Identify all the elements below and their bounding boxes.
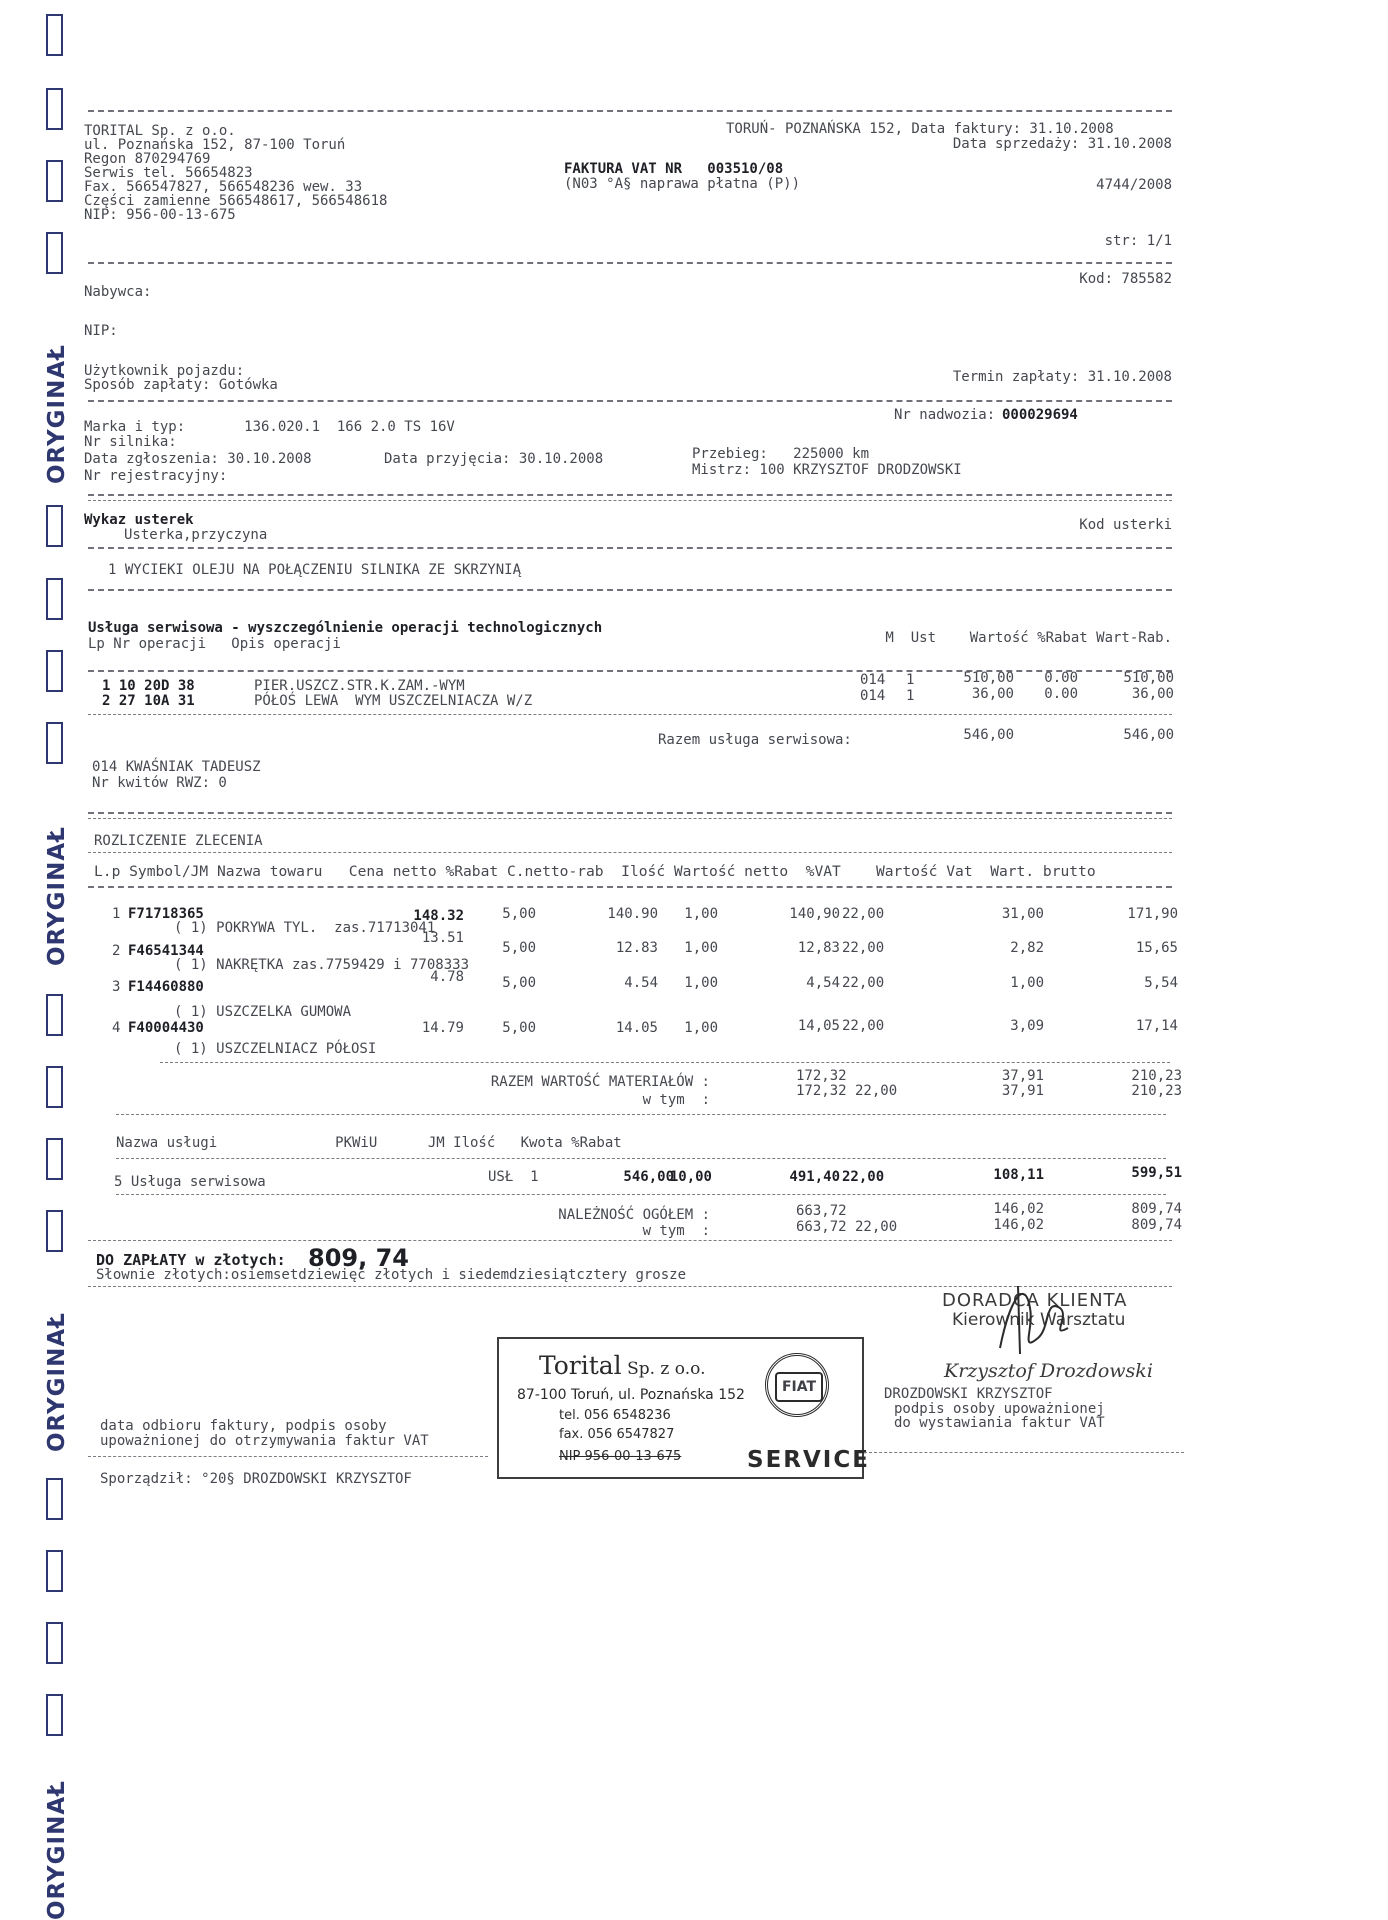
authorized-signature-1: podpis osoby upoważnionej — [894, 1401, 1105, 1417]
service-net: 491,40 — [789, 1169, 840, 1185]
service-value-after-discount: 36,00 — [1131, 686, 1174, 702]
amount-due-label: DO ZAPŁATY w złotych: — [96, 1251, 286, 1269]
item-vat-value: 3,09 — [1010, 1018, 1044, 1034]
total-due-vat: 146,02 — [993, 1201, 1044, 1217]
fiat-logo-icon — [765, 1353, 829, 1417]
divider — [116, 1114, 1166, 1115]
divider — [88, 1456, 488, 1457]
item-price: 148.32 — [413, 908, 464, 924]
service-name: 5 Usługa serwisowa — [114, 1174, 266, 1190]
master: Mistrz: 100 KRZYSZTOF DRODZOWSKI — [692, 462, 962, 478]
service-jm-qty: USŁ 1 — [488, 1169, 539, 1185]
vehicle-user: Użytkownik pojazdu: — [84, 363, 245, 379]
service-op-desc: PÓŁOŚ LEWA WYM USZCZELNIACZA W/Z — [254, 693, 533, 709]
workshop-manager-title: Kierownik Warsztatu — [952, 1310, 1126, 1330]
divider — [88, 812, 1172, 814]
authorized-signature-2: do wystawiania faktur VAT — [894, 1415, 1105, 1431]
intake-date: Data przyjęcia: 30.10.2008 — [384, 451, 604, 467]
materials-total-label: RAZEM WARTOŚĆ MATERIAŁÓW : — [490, 1074, 710, 1090]
payment-method: Sposób zapłaty: Gotówka — [84, 377, 278, 393]
registration-number: Nr rejestracyjny: — [84, 468, 228, 484]
receipt-signature-2: upoważnionej do otrzymywania faktur VAT — [100, 1433, 429, 1449]
original-label: ORYGINAŁ — [44, 826, 70, 966]
rwz-receipts: Nr kwitów RWZ: 0 — [92, 775, 227, 791]
item-symbol: F14460880 — [128, 979, 204, 995]
item-vat-rate: 22,00 — [842, 906, 885, 922]
vin-value: 000029694 — [1002, 407, 1078, 423]
border-square — [46, 994, 63, 1036]
service-total-after-discount: 546,00 — [1123, 727, 1174, 743]
item-discount: 5,00 — [502, 975, 536, 991]
item-gross: 17,14 — [1135, 1018, 1178, 1034]
item-discount: 5,00 — [502, 940, 536, 956]
buyer-nip: NIP: — [84, 323, 118, 339]
border-square — [46, 1138, 63, 1180]
service-discount: 0.00 — [1044, 670, 1078, 686]
item-gross: 171,90 — [1127, 906, 1178, 922]
border-square — [46, 1478, 63, 1520]
seller-address: ul. Poznańska 152, 87-100 Toruń — [84, 137, 346, 153]
settlement-title: ROZLICZENIE ZLECENIA — [94, 833, 263, 849]
divider — [88, 714, 1172, 715]
service-gross: 599,51 — [1131, 1165, 1182, 1181]
item-gross: 5,54 — [1144, 975, 1178, 991]
divider — [88, 500, 1172, 501]
stamp-name: Torital — [539, 1351, 622, 1380]
border-square — [46, 650, 63, 692]
item-vat-value: 1,00 — [1010, 975, 1044, 991]
item-symbol: F46541344 — [128, 943, 204, 959]
service-vat-value: 108,11 — [993, 1167, 1044, 1183]
invoice-title: FAKTURA VAT NR 003510/08 — [564, 161, 784, 177]
item-lp: 4 — [112, 1020, 121, 1036]
stamp-fax: fax. 056 6547827 — [559, 1427, 675, 1442]
company-stamp — [497, 1337, 870, 1479]
service-rabat: 10,00 — [669, 1169, 712, 1185]
item-net-after-discount: 14.05 — [615, 1020, 658, 1036]
item-net-after-discount: 12.83 — [615, 940, 658, 956]
item-qty: 1,00 — [684, 1020, 718, 1036]
divider — [88, 547, 1172, 549]
item-net-value: 14,05 — [797, 1018, 840, 1034]
item-desc: ( 1) POKRYWA TYL. zas.71713041 — [174, 920, 436, 936]
stamp-tel: tel. 056 6548236 — [559, 1408, 671, 1423]
item-desc: ( 1) NAKRĘTKA zas.7759429 i 7708333 — [174, 957, 470, 973]
item-lp: 1 — [112, 906, 121, 922]
defects-subtitle: Usterka,przyczyna — [124, 527, 268, 543]
item-vat-rate: 22,00 — [842, 940, 885, 956]
vehicle-make: Marka i typ: 136.020.1 166 2.0 TS 16V — [84, 419, 455, 435]
divider — [88, 886, 1172, 888]
seller-nip: NIP: 956-00-13-675 — [84, 207, 236, 223]
item-vat-rate: 22,00 — [842, 1018, 885, 1034]
item-vat-value: 31,00 — [1001, 906, 1044, 922]
service-subheader: Lp Nr operacji Opis operacji — [88, 636, 341, 652]
vin-label: Nr nadwozia: — [894, 407, 996, 423]
materials-total-vat: 37,91 — [1001, 1068, 1044, 1084]
border-square — [46, 578, 63, 620]
border-square — [46, 160, 63, 202]
materials-wtym-net: 172,32 22,00 — [796, 1083, 898, 1099]
service-op-number: 1 10 20D 38 — [102, 678, 195, 694]
original-label: ORYGINAŁ — [44, 1312, 70, 1452]
total-due-wtym-vat: 146,02 — [993, 1217, 1044, 1233]
service-value: 510,00 — [963, 670, 1014, 686]
total-due-net: 663,72 — [796, 1203, 847, 1219]
item-symbol: F40004430 — [128, 1020, 204, 1036]
border-square — [46, 14, 63, 56]
item-price: 4.78 — [430, 969, 464, 985]
item-net-after-discount: 140.90 — [607, 906, 658, 922]
border-square — [46, 1550, 63, 1592]
border-square — [46, 505, 63, 547]
materials-total-gross: 210,23 — [1131, 1068, 1182, 1084]
border-square — [46, 1066, 63, 1108]
border-square — [46, 722, 63, 764]
service-vat-rate: 22,00 — [842, 1169, 885, 1185]
mileage: Przebieg: 225000 km — [692, 446, 870, 462]
divider — [116, 1194, 1166, 1195]
divider — [88, 589, 1172, 591]
stamp-name-suffix: Sp. z o.o. — [621, 1359, 706, 1379]
receipt-signature-1: data odbioru faktury, podpis osoby — [100, 1418, 387, 1434]
service-ust: 1 — [906, 688, 915, 704]
item-net-value: 140,90 — [789, 906, 840, 922]
total-due-wtym-label: w tym : — [642, 1223, 710, 1239]
item-net-value: 12,83 — [797, 940, 840, 956]
total-due-label: NALEŻNOŚĆ OGÓŁEM : — [558, 1207, 710, 1223]
item-discount: 5,00 — [502, 906, 536, 922]
service-value-after-discount: 510,00 — [1123, 670, 1174, 686]
item-desc: ( 1) USZCZELKA GUMOWA — [174, 1004, 352, 1020]
divider — [160, 1062, 1170, 1063]
stamp-nip: NIP 956-00-13-675 — [559, 1449, 682, 1464]
seller-parts: Części zamienne 566548617, 566548618 — [84, 193, 388, 209]
seller-name: TORITAL Sp. z o.o. — [84, 123, 236, 139]
item-qty: 1,00 — [684, 940, 718, 956]
service-total-value: 546,00 — [963, 727, 1014, 743]
item-lp: 3 — [112, 979, 121, 995]
seller-serwis: Serwis tel. 56654823 — [84, 165, 253, 181]
invoice-place-date: TORUŃ- POZNAŃSKA 152, Data faktury: 31.10.2008 — [726, 121, 1114, 137]
prepared-by: Sporządził: °20§ DROZDOWSKI KRZYSZTOF — [100, 1471, 412, 1487]
border-square — [46, 88, 63, 130]
customer-code: Kod: 785582 — [1079, 271, 1172, 287]
service-column-headers: M Ust Wartość %Rabat Wart-Rab. — [885, 630, 1172, 646]
border-square — [46, 1210, 63, 1252]
divider — [88, 1240, 1172, 1241]
advisor-title: DORADCA KLIENTA — [942, 1290, 1128, 1311]
divider — [864, 1452, 1184, 1453]
service-amount: 546,00 — [623, 1169, 674, 1185]
defects-title: Wykaz usterek — [84, 512, 194, 528]
handwritten-signature — [990, 1268, 1080, 1368]
divider — [88, 852, 1172, 853]
report-date: Data zgłoszenia: 30.10.2008 — [84, 451, 312, 467]
original-label: ORYGINAŁ — [44, 344, 70, 484]
divider — [88, 818, 1172, 819]
signer-name-script: Krzysztof Drozdowski — [944, 1360, 1153, 1382]
item-price: 13.51 — [421, 930, 464, 946]
item-qty: 1,00 — [684, 975, 718, 991]
service-m: 014 — [860, 688, 886, 704]
item-gross: 15,65 — [1135, 940, 1178, 956]
divider — [88, 494, 1172, 496]
seller-regon: Regon 870294769 — [84, 151, 211, 167]
item-net-after-discount: 4.54 — [624, 975, 658, 991]
seller-fax: Fax. 566547827, 566548236 wew. 33 — [84, 179, 363, 195]
stamp-service: SERVICE — [747, 1447, 870, 1473]
total-due-wtym-net: 663,72 22,00 — [796, 1219, 898, 1235]
amount-due-value: 809, 74 — [308, 1244, 409, 1272]
service-op-number: 2 27 10A 31 — [102, 693, 195, 709]
defects-code-header: Kod usterki — [1079, 517, 1172, 533]
item-desc: ( 1) USZCZELNIACZ PÓŁOSI — [174, 1041, 377, 1057]
order-number: 4744/2008 — [1096, 177, 1172, 193]
service-op-desc: PIER.USZCZ.STR.K.ZAM.-WYM — [254, 678, 465, 694]
total-due-wtym-gross: 809,74 — [1131, 1217, 1182, 1233]
total-due-gross: 809,74 — [1131, 1201, 1182, 1217]
border-square — [46, 1694, 63, 1736]
settlement-headers: L.p Symbol/JM Nazwa towaru Cena netto %Rabat C.netto-rab Ilość Wartość netto %VAT Wartość Vat Wart. brutto — [94, 863, 1096, 880]
original-label: ORYGINAŁ — [44, 1780, 70, 1920]
divider — [88, 110, 1172, 112]
item-lp: 2 — [112, 943, 121, 959]
border-square — [46, 232, 63, 274]
invoice-sale-date: Data sprzedaży: 31.10.2008 — [952, 136, 1172, 152]
materials-wtym-label: w tym : — [642, 1092, 710, 1108]
divider — [116, 1158, 1166, 1159]
item-symbol: F71718365 — [128, 906, 204, 922]
service-ust: 1 — [906, 672, 915, 688]
defect-item: 1 WYCIEKI OLEJU NA POŁĄCZENIU SILNIKA ZE SKRZYNIĄ — [108, 562, 522, 578]
divider — [88, 400, 1172, 402]
service-total-label: Razem usługa serwisowa: — [658, 732, 852, 748]
materials-total-net: 172,32 — [796, 1068, 847, 1084]
item-vat-rate: 22,00 — [842, 975, 885, 991]
service-value: 36,00 — [971, 686, 1014, 702]
item-discount: 5,00 — [502, 1020, 536, 1036]
buyer-label: Nabywca: — [84, 284, 152, 300]
engine-number: Nr silnika: — [84, 434, 177, 450]
materials-wtym-vat: 37,91 — [1001, 1083, 1044, 1099]
item-qty: 1,00 — [684, 906, 718, 922]
item-vat-value: 2,82 — [1010, 940, 1044, 956]
service-discount: 0.00 — [1044, 686, 1078, 702]
border-square — [46, 1622, 63, 1664]
item-net-value: 4,54 — [806, 975, 840, 991]
amount-in-words: Słownie złotych:osiemsetdziewięć złotych i siedemdziesiątcztery grosze — [96, 1267, 687, 1283]
service-m: 014 — [860, 672, 886, 688]
divider — [88, 262, 1172, 264]
service-table-headers: Nazwa usługi PKWiU JM Ilość Kwota %Rabat — [116, 1135, 622, 1151]
mechanic: 014 KWAŚNIAK TADEUSZ — [92, 759, 261, 775]
stamp-address: 87-100 Toruń, ul. Poznańska 152 — [517, 1387, 745, 1403]
signer-name: DROZDOWSKI KRZYSZTOF — [884, 1386, 1053, 1402]
service-title: Usługa serwisowa - wyszczególnienie operacji technologicznych — [88, 620, 603, 636]
page-number: str: 1/1 — [1104, 233, 1172, 249]
item-price: 14.79 — [421, 1020, 464, 1036]
invoice-subtitle: (N03 °A§ naprawa płatna (P)) — [564, 176, 801, 192]
materials-wtym-gross: 210,23 — [1131, 1083, 1182, 1099]
payment-due: Termin zapłaty: 31.10.2008 — [952, 369, 1172, 385]
